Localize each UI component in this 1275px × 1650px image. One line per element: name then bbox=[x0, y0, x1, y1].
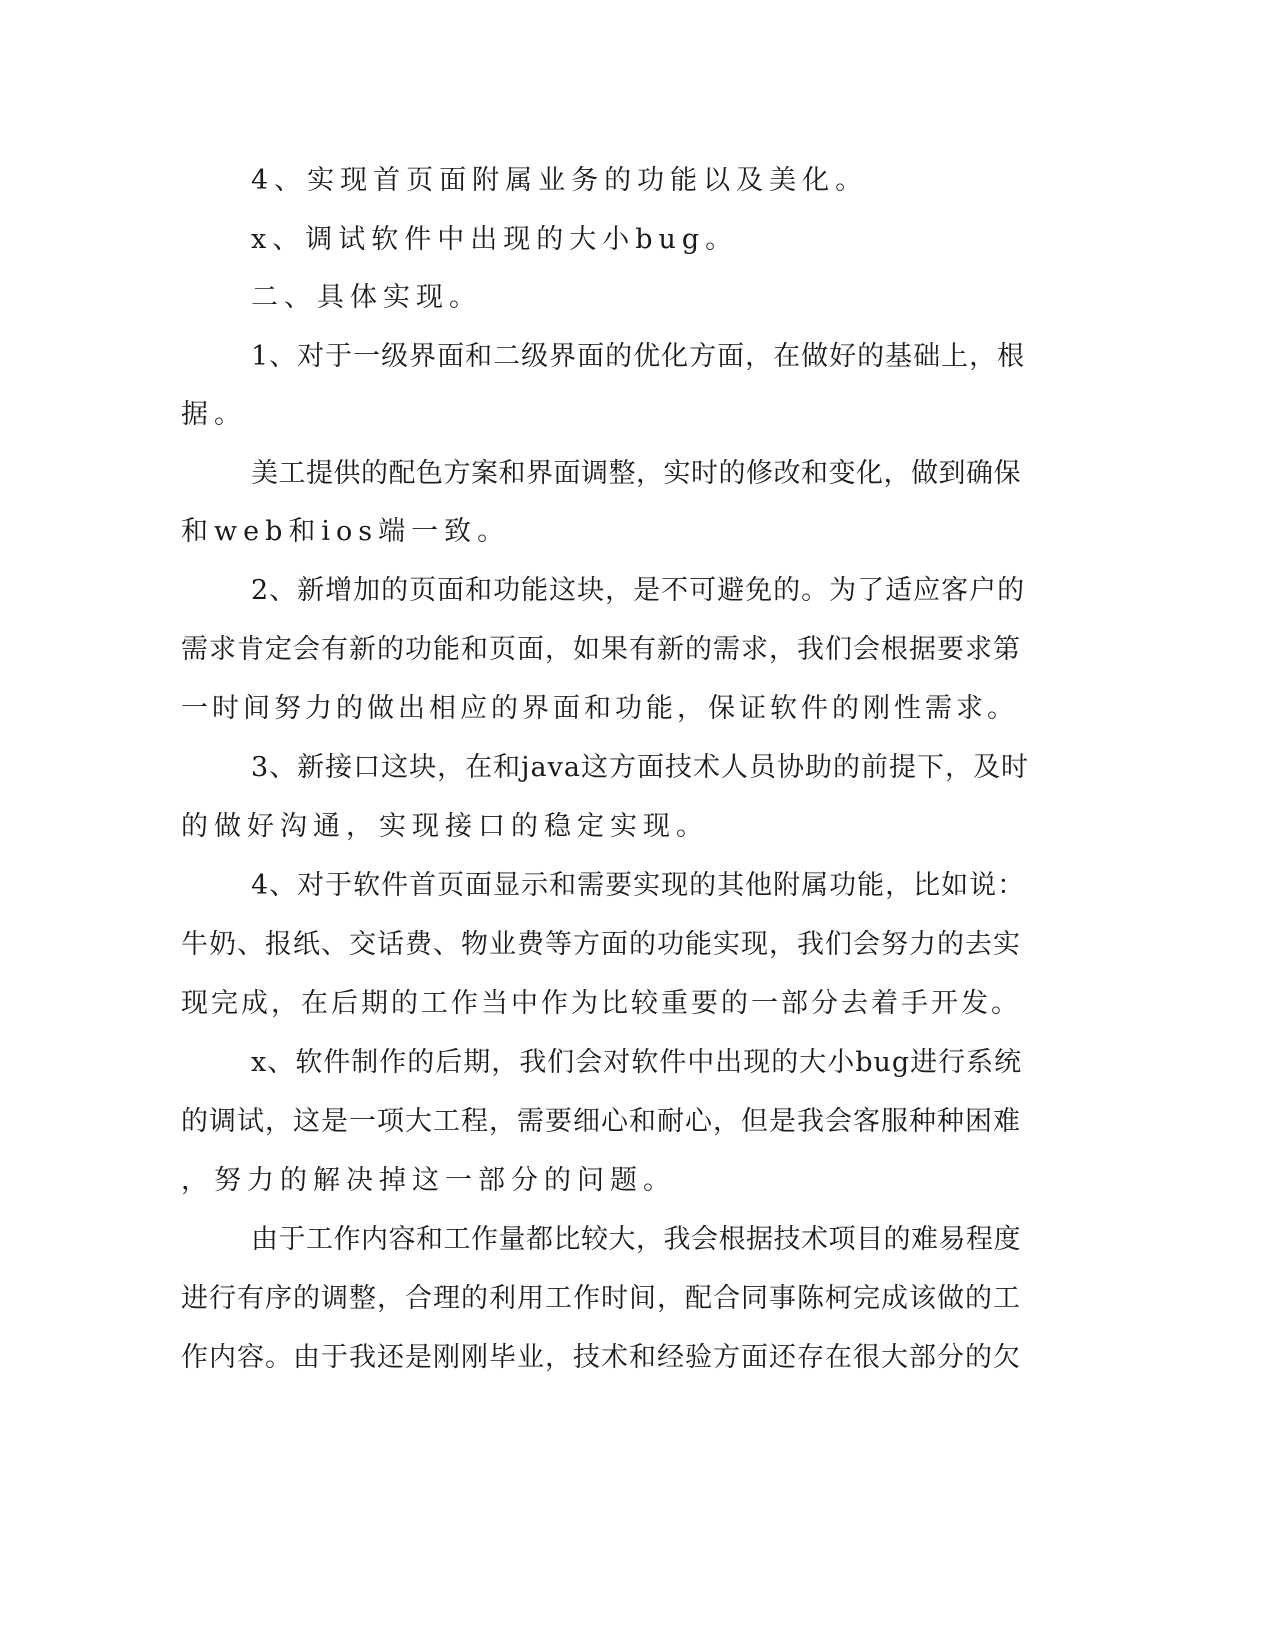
text-line: 4、实现首页面附属业务的功能以及美化。 bbox=[251, 165, 869, 196]
text-line: 二、具体实现。 bbox=[251, 282, 482, 313]
text-line: 作内容。由于我还是刚刚毕业，技术和经验方面还存在很大部分的欠 bbox=[181, 1342, 1021, 1373]
text-line: 现完成，在后期的工作当中作为比较重要的一部分去着手开发。 bbox=[181, 988, 1021, 1019]
text-line: 4、对于软件首页面显示和需要实现的其他附属功能，比如说： bbox=[251, 870, 1026, 901]
text-line: 牛奶、报纸、交话费、物业费等方面的功能实现，我们会努力的去实 bbox=[181, 929, 1021, 960]
text-line: x、调试软件中出现的大小bug。 bbox=[251, 224, 739, 255]
text-line: x、软件制作的后期，我们会对软件中出现的大小bug进行系统 bbox=[251, 1047, 1023, 1078]
text-line: 2、新增加的页面和功能这块，是不可避免的。为了适应客户的 bbox=[251, 575, 1026, 606]
text-line: ，努力的解决掉这一部分的问题。 bbox=[181, 1165, 676, 1196]
text-line: 美工提供的配色方案和界面调整，实时的修改和变化，做到确保 bbox=[251, 458, 1021, 489]
text-line: 一时间努力的做出相应的界面和功能，保证软件的刚性需求。 bbox=[181, 693, 1018, 724]
text-line: 需求肯定会有新的功能和页面，如果有新的需求，我们会根据要求第 bbox=[181, 634, 1021, 665]
text-line: 的做好沟通，实现接口的稳定实现。 bbox=[181, 811, 709, 842]
text-line: 的调试，这是一项大工程，需要细心和耐心，但是我会客服种种困难 bbox=[181, 1106, 1021, 1137]
text-line: 据。 bbox=[181, 399, 247, 430]
text-line: 3、新接口这块，在和java这方面技术人员协助的前提下，及时 bbox=[251, 752, 1029, 783]
text-line: 和web和ios端一致。 bbox=[181, 516, 511, 547]
text-line: 由于工作内容和工作量都比较大，我会根据技术项目的难易程度 bbox=[251, 1224, 1021, 1255]
text-line: 1、对于一级界面和二级界面的优化方面，在做好的基础上，根 bbox=[251, 341, 1026, 372]
text-line: 进行有序的调整，合理的利用工作时间，配合同事陈柯完成该做的工 bbox=[181, 1283, 1021, 1314]
